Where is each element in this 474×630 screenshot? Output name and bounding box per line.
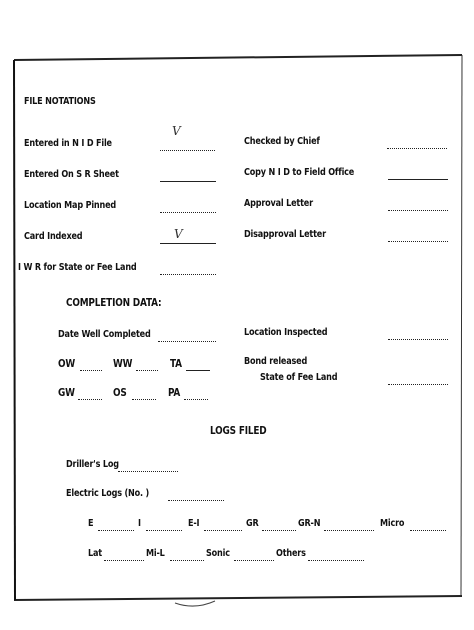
approval-line xyxy=(388,210,448,211)
completion-heading: COMPLETION DATA: xyxy=(66,296,162,309)
ta-label: TA xyxy=(170,357,182,370)
log-grn-label: GR-N xyxy=(298,518,321,529)
entered-nid-check: V xyxy=(172,124,181,138)
location-map-label: Location Map Pinned xyxy=(24,200,117,211)
date-completed-line xyxy=(158,341,216,342)
electric-logs-label: Electric Logs (No. ) xyxy=(66,488,150,499)
log-micro-label: Micro xyxy=(380,518,405,529)
bond-released-label: Bond released xyxy=(244,356,308,367)
disapproval-label: Disapproval Letter xyxy=(244,229,326,240)
entered-nid-label: Entered in N I D File xyxy=(24,138,112,149)
state-fee-label: State of Fee Land xyxy=(260,372,338,383)
date-completed-label: Date Well Completed xyxy=(58,329,151,340)
log-mll-line xyxy=(170,560,204,561)
checked-by-line xyxy=(387,148,447,149)
log-lat-label: Lat xyxy=(88,548,102,559)
ow-label: OW xyxy=(58,357,76,370)
ww-line xyxy=(136,370,158,371)
gw-label: GW xyxy=(58,386,75,399)
pa-line xyxy=(184,399,208,400)
location-inspected-label: Location Inspected xyxy=(244,327,328,338)
os-line xyxy=(132,399,156,400)
log-grn-line xyxy=(324,530,374,531)
ow-line xyxy=(80,370,102,371)
disapproval-line xyxy=(388,241,448,242)
os-label: OS xyxy=(113,386,127,399)
state-fee-line xyxy=(388,384,448,385)
pa-label: PA xyxy=(168,386,181,399)
log-ei-label: E-I xyxy=(188,518,200,529)
location-map-line xyxy=(160,212,216,213)
log-sonic-line xyxy=(234,560,274,561)
logs-heading: LOGS FILED xyxy=(210,424,267,437)
entered-sa-label: Entered On S R Sheet xyxy=(24,169,119,180)
iwr-line xyxy=(160,274,216,275)
ta-line xyxy=(186,370,210,371)
log-others-line xyxy=(308,560,364,561)
card-indexed-line xyxy=(160,243,216,244)
electric-logs-line xyxy=(168,500,224,501)
drillers-log-line xyxy=(118,471,178,472)
approval-label: Approval Letter xyxy=(244,198,313,209)
log-gr-line xyxy=(262,530,296,531)
entered-sa-line xyxy=(160,181,216,182)
log-e-line xyxy=(98,530,134,531)
log-i-label: I xyxy=(138,518,141,529)
log-i-line xyxy=(146,530,182,531)
form-title: FILE NOTATIONS xyxy=(24,96,96,107)
log-ei-line xyxy=(204,530,242,531)
drillers-log-label: Driller's Log xyxy=(66,459,119,470)
log-e-label: E xyxy=(88,518,94,529)
entered-nid-line xyxy=(160,150,215,151)
iwr-label: I W R for State or Fee Land xyxy=(18,262,137,273)
log-micro-line xyxy=(410,530,446,531)
log-lat-line xyxy=(104,560,144,561)
checked-by-label: Checked by Chief xyxy=(244,136,320,147)
card-indexed-label: Card Indexed xyxy=(24,231,83,242)
gw-line xyxy=(78,399,102,400)
log-others-label: Others xyxy=(276,548,306,559)
ww-label: WW xyxy=(113,357,133,370)
copy-nid-label: Copy N I D to Field Office xyxy=(244,167,355,178)
copy-nid-line xyxy=(388,179,448,180)
log-gr-label: GR xyxy=(246,518,259,529)
location-inspected-line xyxy=(388,339,448,340)
card-indexed-check: V xyxy=(174,227,183,241)
log-sonic-label: Sonic xyxy=(206,548,230,559)
log-mll-label: Mi-L xyxy=(146,548,165,559)
